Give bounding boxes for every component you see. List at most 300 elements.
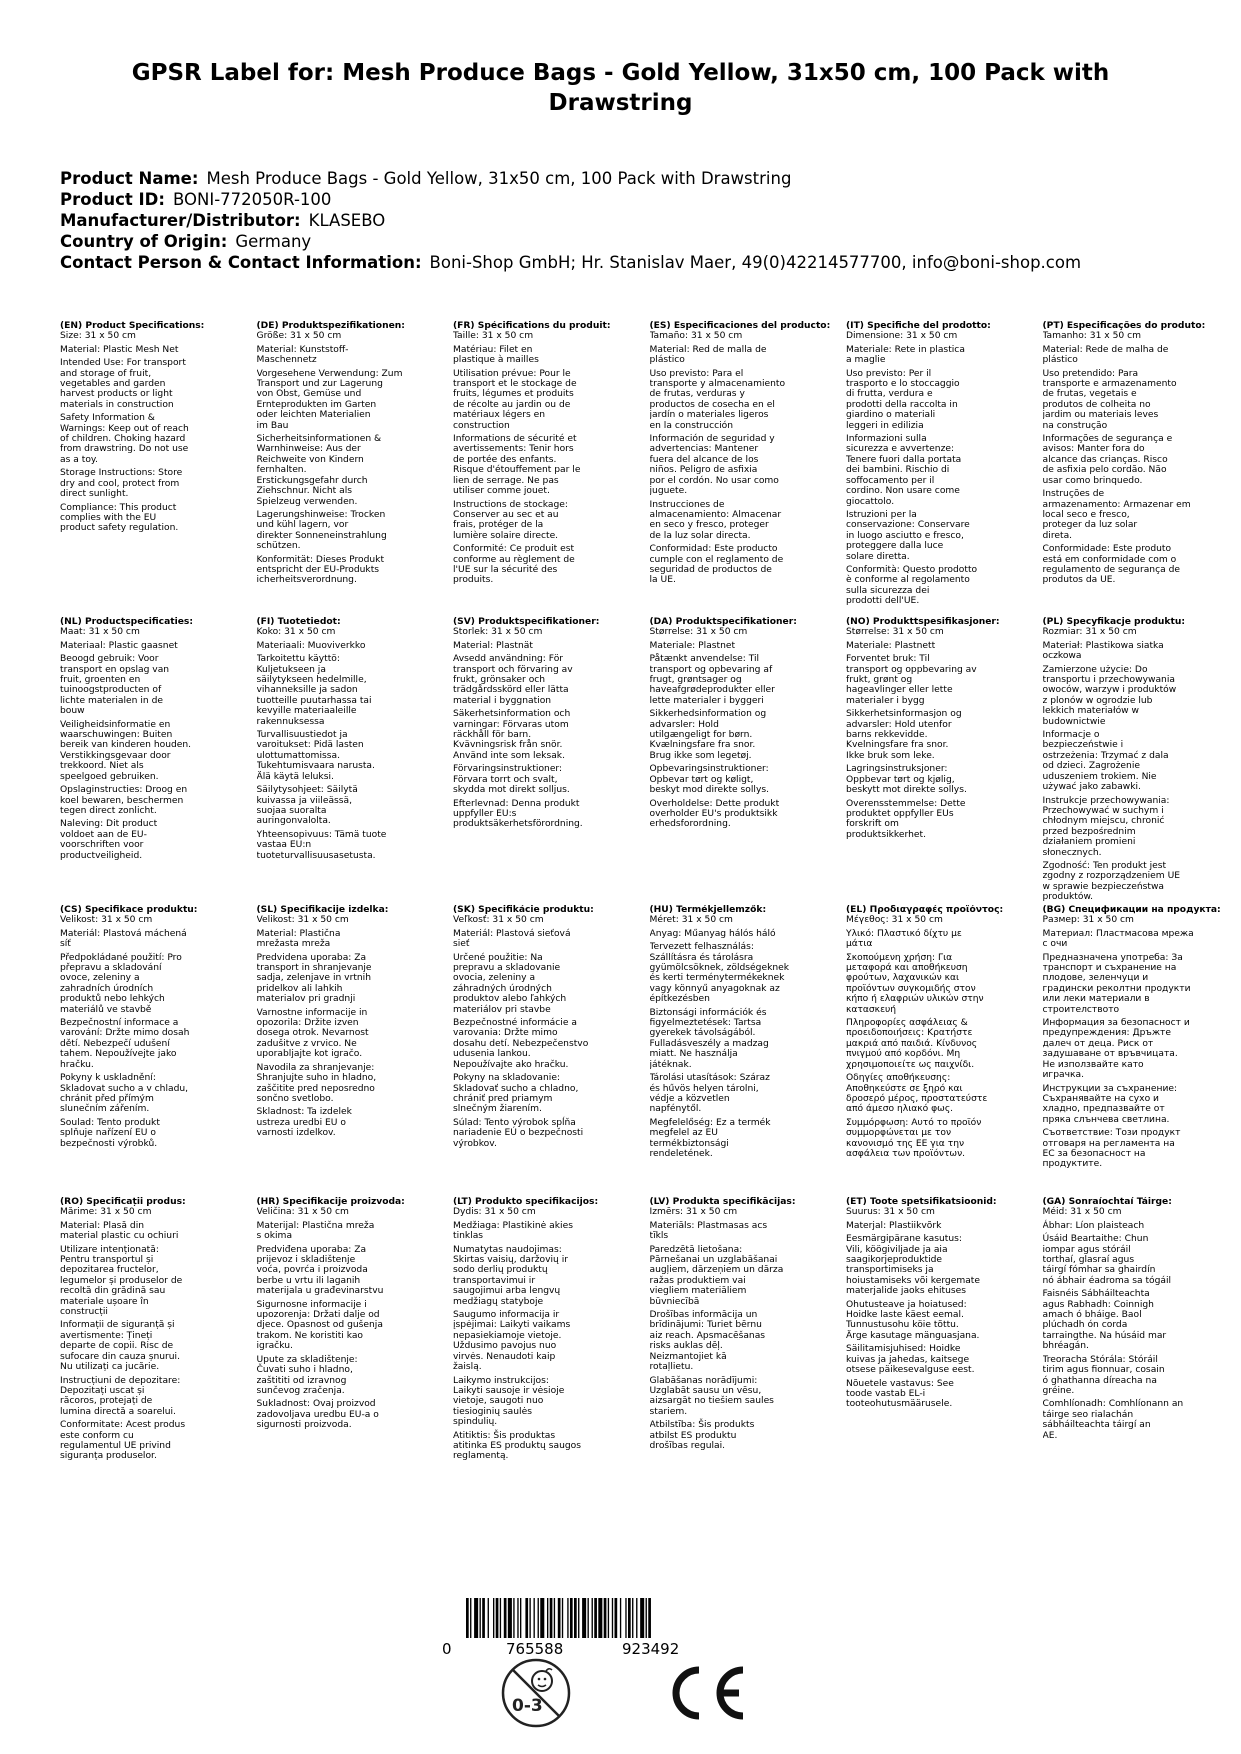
spec-line: или леки материали в [1042,994,1150,1005]
field-product-id [60,189,1200,210]
spec-line: trasporto e lo stoccaggio [846,379,960,390]
spec-line: fuera del alcance de los [649,454,759,465]
spec-line: κήπο ή ελαφριών υλικών στην [846,994,984,1005]
language-spec-block [60,1197,257,1462]
spec-line: Eesmärgipärane kasutus: [846,1234,963,1245]
spec-line: sončno svetlobo. [256,1093,334,1104]
spec-line: miatt. Ne használja [649,1049,738,1060]
field-key: Contact Person & Contact Information: [60,253,422,272]
spec-line: hoiustamiseks või kergemate [846,1275,981,1286]
spec-line: slnečným žiarením. [453,1104,542,1115]
spec-line: Använd inte som leksak. [453,750,565,761]
spec-line: produktów. [1042,892,1093,903]
language-spec-block [453,1197,650,1462]
field-key: Product Name: [60,169,199,188]
barcode-group-2: 923492 [622,1640,680,1658]
spec-line: játéknak. [649,1059,692,1070]
spec-line: igračku. [256,1341,293,1352]
spec-line: de récolte au jardin ou de [453,399,571,410]
spec-line: Material: Rede de malha de [1042,344,1169,355]
spec-line: en seco y fresco, proteger [649,520,769,531]
spec-line: φρούτων, λαχανικών και [846,973,960,984]
spec-line: Σκοπούμενη χρήση: Για [846,952,953,963]
language-spec-block [846,1197,1043,1410]
spec-line: Rozmiar: 31 x 50 cm [1042,627,1137,638]
spec-line: síť [60,939,71,950]
spec-line: Soulad: Tento produkt [60,1117,160,1128]
spec-line: dosahu detí. Nebezpečenstvo [453,1038,589,1049]
spec-line: Информация за безопасност и [1042,1018,1190,1029]
spec-line: Shranjujte suho in hladno, [256,1073,377,1084]
spec-line: tarraingthe. Na húsáid mar [1042,1330,1167,1341]
spec-line: Ábhar: Líon plaisteach [1042,1220,1145,1231]
spec-line: Vili, köögiviljade ja aia [846,1244,948,1255]
spec-line: záhradných úrodných [453,983,552,994]
spec-line: bezpečnosti výrobků. [60,1138,158,1149]
spec-line: Dimensione: 31 x 50 cm [846,331,958,342]
spec-line: conforme au règlement de [453,554,575,565]
spec-line: vegetables and garden [60,379,166,390]
spec-line: Ärge kasutage mänguasjana. [846,1330,980,1341]
product-fields [60,168,1200,273]
spec-line: táirgí fómhar sa ghairdín [1042,1265,1156,1276]
spec-line: és kerti terménytermékeknek [649,973,785,984]
spec-line: rakennuksessa [256,716,325,727]
spec-line: Uždusimo pavojus nuo [453,1341,557,1352]
spec-line: Overensstemmelse: Dette [846,798,966,809]
language-spec-block [257,1197,454,1431]
spec-line: regulamentul UE privind [60,1440,171,1451]
spec-line: Matériau: Filet en [453,344,533,355]
spec-line: Tarkoitettu käyttö: [256,654,340,665]
field-product-name [60,168,1200,189]
field-value: Germany [235,232,312,251]
spec-line: di frutta, verdura e [846,389,933,400]
spec-line: de frutas, verduras y [649,389,745,400]
spec-line: Megfelelőség: Ez a termék [649,1117,771,1128]
spec-line: vagy könnyű anyagoknak az [649,983,780,994]
spec-line: Overholdelse: Dette produkt [649,798,780,809]
spec-line: Mărime: 31 x 50 cm [60,1207,152,1218]
spec-line: Instrukcje przechowywania: [1042,795,1170,806]
spec-line: lumière solaire directe. [453,530,559,541]
spec-line: įspėjimai: Laikyti vaikams [453,1320,571,1331]
spec-line: Verstikkingsgevaar door [60,750,171,761]
spec-line: zahradních úrodních [60,983,154,994]
spec-line: Materiál: Plastová máchená [60,928,187,939]
spec-line: medžiagų statyboje [453,1296,544,1307]
spec-line: Treoracha Stórála: Stóráil [1042,1354,1158,1365]
spec-line: Conformidade: Este produto [1042,544,1172,555]
spec-line: Reichweite von Kindern [256,454,364,465]
spec-line: AE. [1042,1430,1058,1441]
spec-line: voldoet aan de EU- [60,829,147,840]
language-spec-block [453,905,650,1149]
spec-line: Säilitamisjuhised: Hoidke [846,1344,961,1355]
spec-heading: (DA) Produktspecifikationer: [649,617,797,627]
spec-line: Comhlíonadh: Comhlíonann an [1042,1399,1184,1410]
spec-line: Informações de segurança e [1042,434,1173,445]
language-spec-block [650,321,847,586]
spec-line: productveiligheid. [60,850,143,861]
spec-line: Informacje o [1042,730,1100,741]
spec-line: Predvidena uporaba: Za [256,952,367,963]
spec-line: oder leichten Materialien [256,410,371,421]
spec-line: lekkich materiałów w [1042,706,1140,717]
spec-line: chłodnym miejscu, chronić [1042,816,1165,827]
spec-line: Pentru transportul și [60,1255,154,1266]
spec-line: avertissements: Tenir hors [453,444,574,455]
spec-line: tiesioginių saulės [453,1406,532,1417]
spec-line: materiálů ve stavbě [60,1004,152,1015]
spec-line: voorschriften voor [60,840,144,851]
spec-line: Veličina: 31 x 50 cm [256,1207,349,1218]
spec-line: Efterlevnad: Denna produkt [453,798,580,809]
spec-line: Opbevar tørt og køligt, [649,774,754,785]
spec-line: Tárolási utasítások: Száraz [649,1073,770,1084]
spec-line: Úsáid Beartaithe: Chun [1042,1234,1149,1245]
spec-line: tinklas [453,1231,484,1242]
spec-line: Hoidke laste käest eemal. [846,1310,964,1321]
language-spec-block [650,1197,847,1451]
spec-line: owoców, warzyw i produktów [1042,685,1177,696]
spec-line: μεταφορά και αποθήκευση [846,963,968,974]
spec-line: giocattolo. [846,496,895,507]
spec-line: plástico [649,355,685,366]
spec-line: sicurezza e avvertenze: [846,444,955,455]
spec-line: na construção [1042,420,1108,431]
language-spec-block [60,617,257,861]
language-spec-block [257,617,454,861]
language-spec-block [453,617,650,830]
spec-line: bezpieczeństwie i [1042,740,1124,751]
spec-line: Förvara torrt och svalt, [453,774,558,785]
spec-line: plastique à mailles [453,355,539,366]
spec-heading: (BG) Спецификации на продукта: [1042,905,1221,915]
spec-line: Skladnost: Ta izdelek [256,1107,352,1118]
spec-line: ostrzeżenia: Trzymać z dala [1042,750,1169,761]
spec-line: uduszeniem trokiem. Nie [1042,771,1157,782]
spec-line: Size: 31 x 50 cm [60,331,136,342]
spec-line: juguete. [649,486,688,497]
spec-line: Bezpečnostní informace a [60,1018,179,1029]
spec-line: transport og opbevaring af [649,664,773,675]
spec-line: produktsäkerhetsförordning. [453,819,583,830]
spec-line: Υλικό: Πλαστικό δίχτυ με [846,928,962,939]
spec-line: tuinoogstproducten of [60,685,162,696]
spec-line: μάτια [846,939,873,950]
spec-heading: (FI) Tuotetiedot: [256,617,341,627]
spec-line: Größe: 31 x 50 cm [256,331,342,342]
spec-line: Conserver au sec et au [453,509,559,520]
spec-line: védje a közvetlen [649,1093,730,1104]
spec-line: Instrucțiuni de depozitare: [60,1375,181,1386]
spec-line: säilytykseen hedelmille, [256,675,367,686]
spec-line: prodotti dell'UE. [846,596,920,607]
spec-line: materialov pri gradnji [256,994,356,1005]
spec-line: sodo derlių produktų [453,1265,548,1276]
spec-line: tahem. Nepoužívejte jako [60,1049,177,1060]
spec-line: tegen direct zonlicht. [60,805,157,816]
spec-line: stariem. [649,1406,688,1417]
spec-line: produits. [453,575,494,586]
spec-line: harvest products or light [60,389,173,400]
spec-line: Sikkerhetsinformasjon og [846,709,962,720]
spec-line: materialer i bygg [846,695,925,706]
spec-line: napfénytől. [649,1104,702,1115]
spec-line: chrániť pred priamym [453,1093,553,1104]
spec-line: bereik van kinderen houden. [60,740,192,751]
spec-line: de portée des enfants. [453,454,557,465]
spec-heading: (NO) Produkttspesifikasjoner: [846,617,1000,627]
spec-line: seguridad de productos de [649,564,772,575]
spec-line: Atitiktis: Šis produktas [453,1430,556,1441]
spec-heading: (NL) Productspecificaties: [60,617,194,627]
language-spec-block [650,617,847,830]
spec-line: Navodila za shranjevanje: [256,1062,375,1073]
spec-line: Warnings: Keep out of reach [60,423,189,434]
spec-line: Erstickungsgefahr durch [256,475,368,486]
spec-line: beskytt mot direkte sollys. [846,785,967,796]
spec-line: Informazioni sulla [846,434,927,445]
spec-line: barns rekkevidde. [846,730,928,741]
spec-line: Instructions de stockage: [453,499,568,510]
spec-line: räckhåll för barn. [453,730,532,741]
spec-line: Glabāšanas norādījumi: [649,1375,758,1386]
spec-line: vastaa EU:n [256,840,312,851]
spec-line: Uso previsto: Per il [846,368,932,379]
spec-line: transporte e armazenamento [1042,379,1177,390]
spec-line: Faisnéis Sábháilteachta [1042,1289,1150,1300]
spec-line: complies with the EU [60,512,157,523]
language-spec-block [1043,1197,1240,1441]
spec-line: Αποθηκεύστε σε ξηρό και [846,1083,963,1094]
spec-line: la UE. [649,575,676,586]
spec-line: produtos da UE. [1042,575,1116,586]
spec-line: Kvælningsfare fra snor. [649,740,756,751]
spec-line: giardino o materiali [846,410,936,421]
spec-line: niños. Peligro de asfixia [649,465,758,476]
spec-line: avertismente: Țineți [60,1330,153,1341]
spec-line: Spielzeug verwenden. [256,496,358,507]
spec-line: Sikkerhedsinformation og [649,709,767,720]
spec-line: sadja, zelenjave in vrtnih [256,973,371,984]
spec-line: Οδηγίες αποθήκευσης: [846,1073,951,1084]
spec-line: productos de cosecha en el [649,399,775,410]
spec-line: plástico [1042,355,1078,366]
spec-line: zadušitve z vrvico. Ne [256,1038,357,1049]
spec-line: prepravu a skladovanie [453,963,561,974]
spec-line: играчка. [1042,1070,1085,1081]
spec-line: prijevoz i skladištenje [256,1255,356,1266]
spec-line: Materiaal: Plastic gaasnet [60,640,178,651]
spec-line: soffocamento per il [846,475,935,486]
spec-line: pridelkov ali lahkih [256,983,343,994]
spec-line: Konformität: Dieses Produkt [256,554,385,565]
spec-line: ražas produktiem vai [649,1275,746,1286]
spec-line: aiz reach. Apsmacēšanas [649,1330,766,1341]
spec-line: vihanneksille ja sadon [256,685,358,696]
spec-line: Przechowywać w suchym i [1042,805,1164,816]
spec-heading: (LV) Produkta specifikācijas: [649,1197,796,1207]
spec-line: Biztonsági információk és [649,1007,767,1018]
language-spec-block [846,617,1043,840]
spec-line: bhréagán. [1042,1341,1089,1352]
spec-line: budownictwie [1042,716,1106,727]
field-key: Product ID: [60,190,165,209]
field-country [60,231,1200,252]
spec-line: Skirtas vaisių, daržovių ir [453,1255,569,1266]
spec-line: Predviđena uporaba: Za [256,1244,367,1255]
spec-line: varovania: Držte mimo [453,1028,558,1039]
barcode-group-1: 765588 [506,1640,564,1658]
spec-line: Warnhinweise: Aus der [256,444,361,455]
spec-line: trädgårdsskörd eller lätta [453,685,569,696]
spec-line: almacenamiento: Almacenar [649,509,782,520]
spec-line: toode vastab EL-i [846,1388,926,1399]
spec-line: saagikorjeproduktide [846,1255,943,1266]
language-spec-block [1043,321,1240,586]
spec-line: хладно, предпазвайте от [1042,1104,1165,1115]
spec-line: berbe u vrtu ili laganih [256,1275,361,1286]
spec-line: rendeletének. [649,1148,713,1159]
spec-line: από άμεσο ηλιακό φως. [846,1104,954,1115]
spec-line: atitinka ES produktų saugos [453,1440,581,1451]
ce-mark-icon [665,1662,747,1724]
spec-line: torthaí, glasraí agus [1042,1255,1135,1266]
spec-line: de la luz solar directa. [649,530,751,541]
spec-heading: (ET) Toote spetsifikatsioonid: [846,1197,997,1207]
spec-line: viegliem materiāliem [649,1286,747,1297]
spec-line: frukt, grønt og [846,675,913,686]
spec-line: materijala u građevinarstvu [256,1286,384,1297]
spec-line: Sicherheitsinformationen & [256,434,382,445]
spec-line: Informații de siguranță și [60,1320,175,1331]
spec-line: Не използвайте като [1042,1059,1144,1070]
spec-line: Съхранявайте на сухо и [1042,1093,1159,1104]
spec-row [60,1197,1239,1462]
spec-line: Kuljetukseen ja [256,664,326,675]
spec-line: Storlek: 31 x 50 cm [453,627,543,638]
language-spec-block [1043,617,1240,903]
spec-line: Instrucciones de [649,499,725,510]
spec-line: Påtænkt anvendelse: Til [649,654,760,665]
spec-line: táirge seo rialachán [1042,1409,1134,1420]
spec-line: utiliser comme jouet. [453,486,550,497]
spec-line: risks auklas dēļ. [649,1341,723,1352]
spec-line: Materiale: Plastnett [846,640,936,651]
spec-line: transportu i przechowywania [1042,675,1175,686]
spec-line: uppfyller EU:s [453,808,517,819]
spec-line: forskrift om [846,819,899,830]
field-value: BONI-772050R-100 [172,190,332,209]
spec-line: výrobkov. [453,1138,497,1149]
spec-line: plúchadh ón corda [1042,1320,1128,1331]
spec-line: Maschennetz [256,355,317,366]
spec-line: advarsler: Hold utenfor [846,719,952,730]
language-spec-block [846,321,1043,607]
spec-line: Transport und zur Lagerung [256,379,383,390]
spec-line: Säkerhetsinformation och [453,709,571,720]
spec-line: Istruzioni per la [846,509,917,520]
spec-line: varningar: Förvaras utom [453,719,569,730]
spec-line: пряка слънчева светлина. [1042,1114,1170,1125]
spec-line: spindulių. [453,1417,498,1428]
spec-line: Bezpečnostné informácie a [453,1018,577,1029]
spec-line: atbilst ES produktu [649,1430,737,1441]
barcode-digit-left: 0 [442,1640,452,1658]
spec-line: direta. [1042,530,1073,541]
label-title: GPSR Label for: Mesh Produce Bags - Gold Yellow, 31x50 cm, 100 Pack with Drawstring [131,60,1110,116]
spec-line: djece. Opasnost od gušenja [256,1320,383,1331]
spec-line: oczkowa [1042,651,1082,662]
spec-line: tuotteille puutarhassa tai [256,695,372,706]
spec-line: μακριά από παιδιά. Κίνδυνος [846,1038,978,1049]
spec-line: advertencias: Mantener [649,444,759,455]
spec-line: produktov alebo ľahkých [453,994,567,1005]
spec-line: działaniem promieni [1042,837,1136,848]
spec-heading: (IT) Specifiche del prodotto: [846,321,991,331]
spec-heading: (EN) Product Specifications: [60,321,205,331]
spec-line: Opslaginstructies: Droog en [60,785,188,796]
spec-line: varoitukset: Pidä lasten [256,740,364,751]
spec-line: figyelmeztetések: Tartsa [649,1018,762,1029]
spec-line: transport en opslag van [60,664,170,675]
spec-line: produktet oppfyller EUs [846,808,954,819]
spec-line: Tervezett felhasználás: [649,942,754,953]
language-spec-block [60,321,257,534]
spec-line: přepravu a skladování [60,963,162,974]
spec-line: słonecznych. [1042,847,1102,858]
spec-line: градински реколтни продукти [1042,983,1191,994]
spec-line: Utilizare intenționată: [60,1244,159,1255]
spec-row [60,617,1239,903]
spec-line: Laikyti sausoje ir vėsioje [453,1385,565,1396]
spec-line: zaščitite pred neposredno [256,1083,375,1094]
spec-line: задушаване от връвчицата. [1042,1049,1178,1060]
spec-line: local seco e fresco, [1042,509,1130,520]
spec-line: Turvallisuustiedot ja [256,730,348,741]
spec-line: συμμορφώνεται με τον [846,1128,952,1139]
spec-line: Instruções de [1042,489,1105,500]
spec-line: răcoros, protejați de [60,1396,153,1407]
language-spec-block [650,905,847,1159]
spec-line: saugojimui arba lengvų [453,1286,561,1297]
field-manufacturer [60,210,1200,231]
spec-line: alcance das crianças. Risco [1042,454,1168,465]
spec-line: πνιγμού από κορδόνι. Μη [846,1049,961,1060]
spec-line: vietoje, saugoti nuo [453,1396,544,1407]
spec-line: splňuje nařízení EU o [60,1128,156,1139]
spec-line: Saugumo informacija ir [453,1310,560,1321]
spec-line: ovocia, zeleniny a [453,973,536,984]
spec-line: Neizmantojiet kā [649,1351,727,1362]
spec-line: produktsikkerhet. [846,829,926,840]
spec-line: sufocare din cauza șnurui. [60,1351,180,1362]
spec-line: Dydis: 31 x 50 cm [453,1207,536,1218]
spec-line: отговаря на регламента на [1042,1138,1175,1149]
spec-line: gréine. [1042,1385,1075,1396]
spec-line: строителството [1042,1004,1120,1015]
spec-line: departe de copii. Risc de [60,1341,174,1352]
spec-line: tooteohutusmäärusele. [846,1399,953,1410]
spec-heading: (HR) Specifikacije proizvoda: [256,1197,405,1207]
spec-line: drošības regulai. [649,1440,726,1451]
spec-line: Upute za skladištenje: [256,1354,358,1365]
spec-line: transportimiseks ja [846,1265,934,1276]
spec-line: sieť [453,939,470,950]
spec-heading: (GA) Sonraíochtaí Táirge: [1042,1197,1172,1207]
